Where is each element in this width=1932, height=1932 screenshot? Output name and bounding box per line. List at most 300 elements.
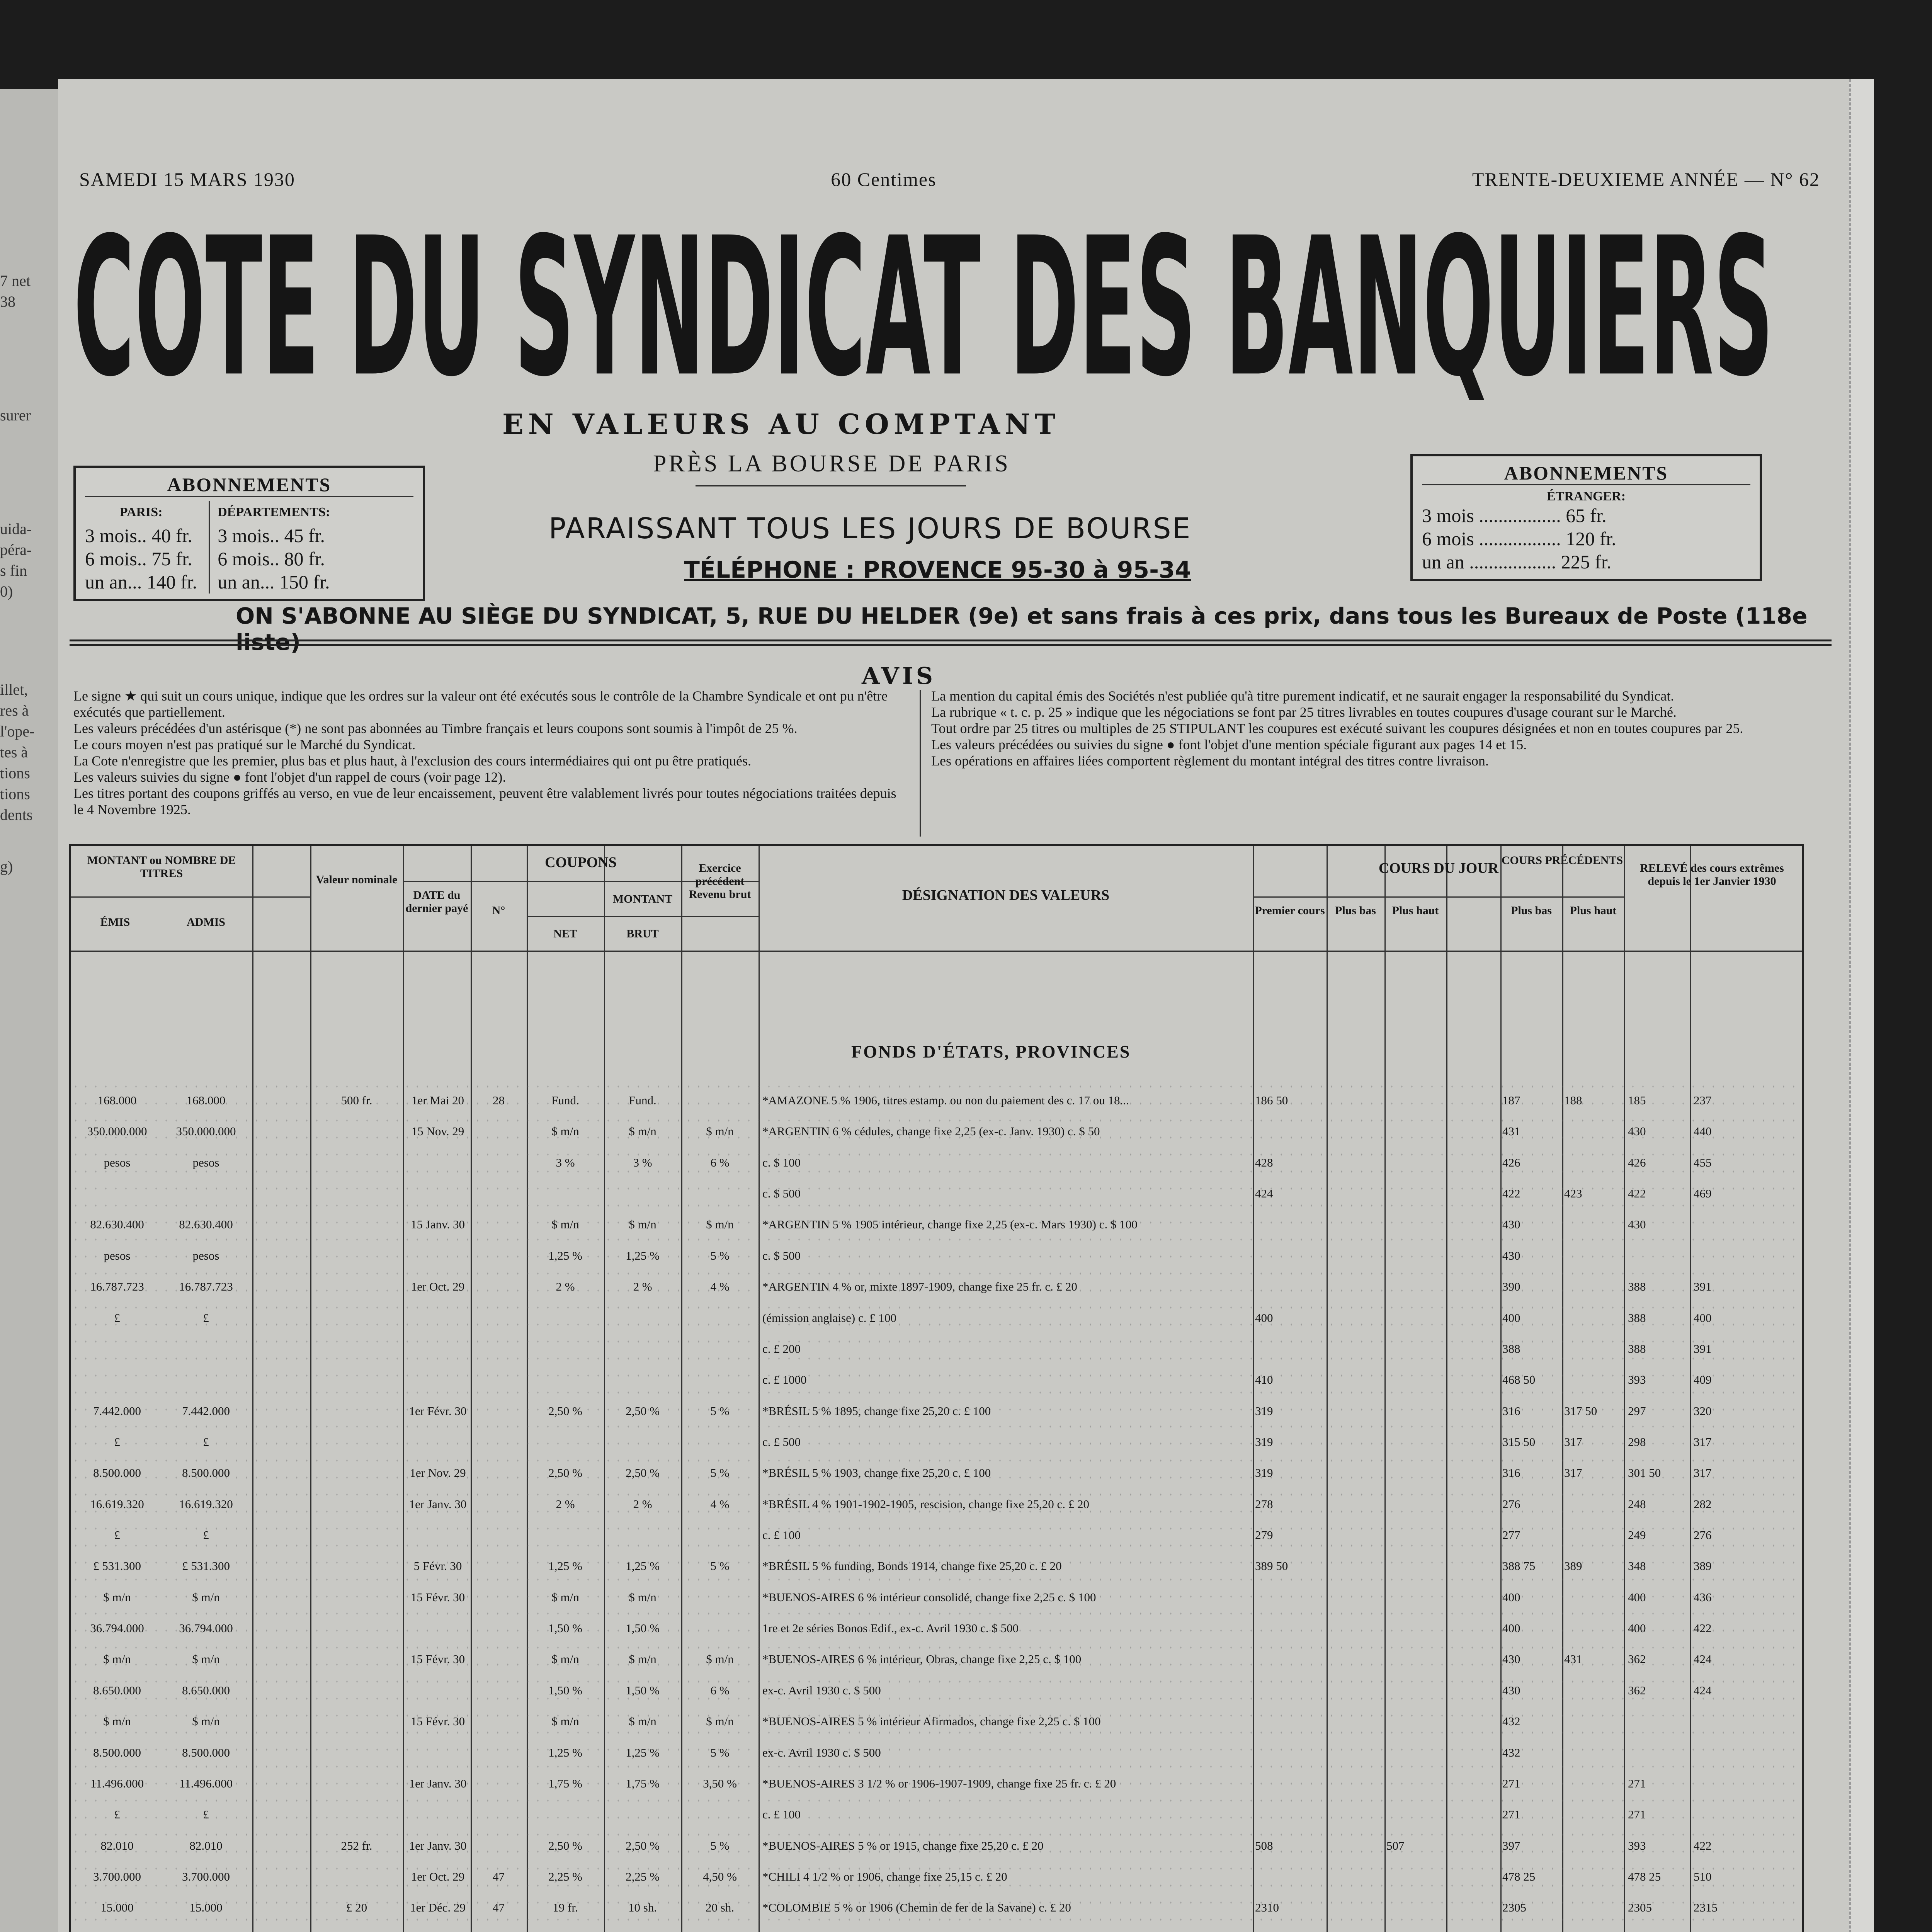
strip-line: tions xyxy=(0,785,30,803)
cell-emis: £ 531.300 xyxy=(93,1559,141,1573)
etranger-label: ÉTRANGER: xyxy=(1546,489,1626,503)
etranger-col xyxy=(1422,504,1750,573)
cell-brut: $ m/n xyxy=(629,1714,656,1728)
cell-net: $ m/n xyxy=(551,1652,579,1666)
cell-brut: 2,50 % xyxy=(626,1839,660,1852)
cell-brut: 10 sh. xyxy=(628,1901,657,1914)
title-svg xyxy=(70,199,1777,400)
cell-pr: 389 50 xyxy=(1255,1559,1288,1573)
strip-line: res à xyxy=(0,702,29,719)
strip-line: uida- xyxy=(0,520,32,537)
table-row xyxy=(71,1311,1802,1325)
cell-cb: 430 xyxy=(1502,1218,1520,1231)
cell-admis: £ xyxy=(203,1808,209,1821)
table-row xyxy=(71,1342,1802,1356)
cell-rh: 469 xyxy=(1694,1187,1712,1200)
cell-rev: 3,50 % xyxy=(703,1777,737,1790)
cell-net: 2 % xyxy=(556,1280,575,1293)
cell-des: c. $ 100 xyxy=(762,1156,801,1169)
cell-emis: $ m/n xyxy=(103,1714,131,1728)
cell-net: Fund. xyxy=(551,1094,579,1107)
cell-net: 2,50 % xyxy=(548,1466,582,1480)
hdr-exercice: Exercice précédent Revenu brut xyxy=(689,862,751,901)
cell-pr: 319 xyxy=(1255,1466,1273,1480)
table-row xyxy=(71,1094,1802,1107)
title-text: COTE DU SYNDICAT DES BANQUIERS xyxy=(73,199,1774,400)
cell-admis: 3.700.000 xyxy=(182,1870,230,1883)
cell-rh: 455 xyxy=(1694,1156,1712,1169)
cell-admis: 16.787.723 xyxy=(179,1280,233,1293)
cell-rev: 6 % xyxy=(710,1684,730,1697)
cell-cb: 277 xyxy=(1502,1528,1520,1542)
abonnements-heading: ABONNEMENTS xyxy=(85,473,413,497)
abonnements-right-box xyxy=(1410,454,1762,581)
cell-val: 252 fr. xyxy=(341,1839,372,1852)
cell-val: 500 fr. xyxy=(341,1094,372,1107)
strip-line: 7 net xyxy=(0,272,31,289)
cell-emis: $ m/n xyxy=(103,1590,131,1604)
header-rule xyxy=(71,951,1802,952)
avis-paragraph: Les valeurs précédées d'un astérisque (*) ne sont pas abonnées au Timbre français et leurs coupons sont soumis à l'impôt de 25 %. xyxy=(73,721,798,736)
header-rule xyxy=(1253,896,1624,898)
cell-brut: $ m/n xyxy=(629,1652,656,1666)
avis-paragraph: Les valeurs suivies du signe ● font l'objet d'un rappel de cours (voir page 12). xyxy=(73,769,506,785)
cell-admis: 82.010 xyxy=(189,1839,223,1852)
cell-cb: 430 xyxy=(1502,1652,1520,1666)
cell-emis: £ xyxy=(114,1808,120,1821)
hdr-premier: Premier cours xyxy=(1255,904,1325,917)
cell-brut: 1,25 % xyxy=(626,1746,660,1759)
cell-net: 2,50 % xyxy=(548,1404,582,1418)
table-row xyxy=(71,1218,1802,1231)
cell-admis: 82.630.400 xyxy=(179,1218,233,1231)
cell-rev: 5 % xyxy=(710,1559,730,1573)
cell-cb: 276 xyxy=(1502,1497,1520,1511)
cell-admis: 8.500.000 xyxy=(182,1466,230,1480)
hdr-precedents: COURS PRÉCÉDENTS xyxy=(1501,854,1623,867)
strip-line: 38 xyxy=(0,293,15,310)
cell-rh: 320 xyxy=(1694,1404,1712,1418)
cell-net: 3 % xyxy=(556,1156,575,1169)
subscribe-line: ON S'ABONNE AU SIÈGE DU SYNDICAT, 5, RUE DU HELDER (9e) et sans frais à ces prix, dans tous les Bureaux de Poste (118e liste) xyxy=(236,603,1808,655)
cell-rh: 2315 xyxy=(1694,1901,1718,1914)
avis-paragraph: Les opérations en affaires liées comportent règlement du montant intégral des titres contre livraison. xyxy=(931,753,1489,769)
strip-line: l'ope- xyxy=(0,723,35,740)
cell-emis: 3.700.000 xyxy=(93,1870,141,1883)
cell-des: *BUENOS-AIRES 6 % intérieur consolidé, change fixe 2,25 c. $ 100 xyxy=(762,1590,1096,1604)
table-row xyxy=(71,1621,1802,1635)
table-row xyxy=(71,1187,1802,1201)
cell-emis: 15.000 xyxy=(100,1901,134,1914)
cell-des: *BUENOS-AIRES 3 1/2 % or 1906-1907-1909, change fixe 25 fr. c. £ 20 xyxy=(762,1777,1116,1790)
near-bourse: PRÈS LA BOURSE DE PARIS xyxy=(653,451,1010,477)
cell-rh: 317 xyxy=(1694,1435,1712,1449)
hdr-date: DATE du dernier payé xyxy=(405,889,468,915)
cell-date: 1er Févr. 30 xyxy=(409,1404,467,1418)
cell-cb: 432 xyxy=(1502,1714,1520,1728)
cell-ch: 317 50 xyxy=(1564,1404,1597,1418)
cell-rb: 478 25 xyxy=(1628,1870,1661,1883)
cell-brut: 1,25 % xyxy=(626,1249,660,1262)
hdr-plus-haut: Plus haut xyxy=(1392,904,1439,917)
cell-date: 1er Janv. 30 xyxy=(409,1497,467,1511)
hdr-admis: ADMIS xyxy=(186,916,225,929)
table-row xyxy=(71,1901,1802,1915)
cell-emis: pesos xyxy=(104,1156,131,1169)
cell-des: (émission anglaise) c. £ 100 xyxy=(762,1311,896,1325)
cell-cb: 388 xyxy=(1502,1342,1520,1355)
table-row xyxy=(71,1777,1802,1791)
hdr-designation: DÉSIGNATION DES VALEURS xyxy=(902,887,1110,903)
avis-paragraph: La Cote n'enregistre que les premier, plus bas et plus haut, à l'exclusion des cours intermédiaires qui ont pu être pratiqués. xyxy=(73,753,752,769)
cell-ch: 317 xyxy=(1564,1435,1582,1449)
cell-rb: 271 xyxy=(1628,1777,1646,1790)
cell-date: 1er Janv. 30 xyxy=(409,1839,467,1852)
cell-emis: 8.500.000 xyxy=(93,1746,141,1759)
cell-cb: 431 xyxy=(1502,1124,1520,1138)
issue-price: 60 Centimes xyxy=(831,168,937,190)
cell-des: *BUENOS-AIRES 5 % or 1915, change fixe 25,20 c. £ 20 xyxy=(762,1839,1044,1852)
cell-des: c. £ 100 xyxy=(762,1528,801,1542)
cell-ch: 389 xyxy=(1564,1559,1582,1573)
price-line: 3 mois.. 45 fr. xyxy=(218,525,325,546)
cell-brut: 1,50 % xyxy=(626,1621,660,1635)
cell-admis: 36.794.000 xyxy=(179,1621,233,1635)
table-row xyxy=(71,1156,1802,1170)
cell-cb: 432 xyxy=(1502,1746,1520,1759)
cell-cb: 397 xyxy=(1502,1839,1520,1852)
cell-rb: 248 xyxy=(1628,1497,1646,1511)
cell-des: *ARGENTIN 4 % or, mixte 1897-1909, change fixe 25 fr. c. £ 20 xyxy=(762,1280,1077,1293)
cell-net: 2 % xyxy=(556,1497,575,1511)
cell-rb: 362 xyxy=(1628,1684,1646,1697)
price-line: 3 mois.. 40 fr. xyxy=(85,525,192,546)
strip-line: 0) xyxy=(0,583,13,600)
cell-net: $ m/n xyxy=(551,1714,579,1728)
cell-brut: 1,25 % xyxy=(626,1559,660,1573)
cell-des: *COLOMBIE 5 % or 1906 (Chemin de fer de la Savane) c. £ 20 xyxy=(762,1901,1071,1914)
cell-cb: 315 50 xyxy=(1502,1435,1536,1449)
price-line: un an... 140 fr. xyxy=(85,571,197,593)
avis-paragraph: Le cours moyen n'est pas pratiqué sur le Marché du Syndicat. xyxy=(73,737,416,752)
cell-net: 19 fr. xyxy=(553,1901,578,1914)
cell-brut: Fund. xyxy=(629,1094,656,1107)
cell-des: c. $ 500 xyxy=(762,1187,801,1200)
cell-cb: 400 xyxy=(1502,1621,1520,1635)
strip-line: illet, xyxy=(0,681,28,698)
cell-cb: 478 25 xyxy=(1502,1870,1536,1883)
dept-col xyxy=(209,501,330,594)
paris-label: PARIS: xyxy=(119,505,163,519)
cell-rev: 5 % xyxy=(710,1746,730,1759)
rule xyxy=(70,639,1832,641)
dept-label: DÉPARTEMENTS: xyxy=(218,505,330,519)
cell-rb: 2305 xyxy=(1628,1901,1652,1914)
quotes-table xyxy=(69,844,1804,1932)
cell-cb: 390 xyxy=(1502,1280,1520,1293)
hdr-prec-bas: Plus bas xyxy=(1511,904,1552,917)
table-row xyxy=(71,1528,1802,1542)
cell-brut: $ m/n xyxy=(629,1218,656,1231)
subtitle: EN VALEURS AU COMPTANT xyxy=(502,408,1060,440)
cell-rh: 317 xyxy=(1694,1466,1712,1480)
cell-brut: 2,50 % xyxy=(626,1404,660,1418)
cell-rh: 400 xyxy=(1694,1311,1712,1325)
cell-ch: 431 xyxy=(1564,1652,1582,1666)
cell-rb: 249 xyxy=(1628,1528,1646,1542)
cell-admis: £ xyxy=(203,1528,209,1542)
cell-rb: 297 xyxy=(1628,1404,1646,1418)
price-line: un an .................. 225 fr. xyxy=(1422,551,1612,573)
cell-rb: 348 xyxy=(1628,1559,1646,1573)
cell-rh: 391 xyxy=(1694,1342,1712,1355)
cell-brut: 2 % xyxy=(633,1280,652,1293)
cell-no: 28 xyxy=(493,1094,505,1107)
cell-pr: 279 xyxy=(1255,1528,1273,1542)
cell-rev: 5 % xyxy=(710,1839,730,1852)
cell-rev: 5 % xyxy=(710,1404,730,1418)
paris-col xyxy=(85,501,197,594)
cell-brut: 2,25 % xyxy=(626,1870,660,1883)
cell-cb: 271 xyxy=(1502,1808,1520,1821)
cell-des: c. £ 500 xyxy=(762,1435,801,1449)
cell-ch: 423 xyxy=(1564,1187,1582,1200)
cell-rev: 4,50 % xyxy=(703,1870,737,1883)
cell-brut: 2,50 % xyxy=(626,1466,660,1480)
cell-admis: £ xyxy=(203,1311,209,1325)
cell-rev: 5 % xyxy=(710,1466,730,1480)
cell-cb: 426 xyxy=(1502,1156,1520,1169)
cell-emis: 7.442.000 xyxy=(93,1404,141,1418)
cell-admis: 7.442.000 xyxy=(182,1404,230,1418)
strip-line: tes à xyxy=(0,743,28,761)
hdr-valeur: Valeur nominale xyxy=(316,873,398,886)
cell-pr: 400 xyxy=(1255,1311,1273,1325)
cell-admis: 8.500.000 xyxy=(182,1746,230,1759)
cell-cb: 271 xyxy=(1502,1777,1520,1790)
cell-brut: 1,50 % xyxy=(626,1684,660,1697)
cell-cb: 400 xyxy=(1502,1311,1520,1325)
cell-cb: 2305 xyxy=(1502,1901,1526,1914)
cell-date: 1er Nov. 29 xyxy=(410,1466,466,1480)
avis-paragraph: Tout ordre par 25 titres ou multiples de 25 STIPULANT les coupures est exécuté suivant les coupures désignées et non en toutes coupures par 25. xyxy=(931,721,1743,736)
cell-rb: 393 xyxy=(1628,1839,1646,1852)
cell-des: *AMAZONE 5 % 1906, titres estamp. ou non du paiement des c. 17 ou 18... xyxy=(762,1094,1129,1107)
cell-emis: £ xyxy=(114,1311,120,1325)
cell-rev: $ m/n xyxy=(706,1218,734,1231)
cell-rb: 430 xyxy=(1628,1218,1646,1231)
cell-des: ex-c. Avril 1930 c. $ 500 xyxy=(762,1684,881,1697)
cell-rev: 4 % xyxy=(710,1497,730,1511)
cell-date: 1er Oct. 29 xyxy=(411,1280,465,1293)
cell-rb: 400 xyxy=(1628,1590,1646,1604)
cell-date: 1er Déc. 29 xyxy=(410,1901,466,1914)
hdr-cours-jour: COURS DU JOUR xyxy=(1378,860,1499,876)
cell-emis: 8.650.000 xyxy=(93,1684,141,1697)
telephone-line: TÉLÉPHONE : PROVENCE 95-30 à 95-34 xyxy=(684,556,1191,583)
cell-cb: 468 50 xyxy=(1502,1373,1536,1386)
newspaper-page xyxy=(58,79,1874,1932)
cell-pr: 428 xyxy=(1255,1156,1273,1169)
avis-paragraph: Les valeurs précédées ou suivies du signe ● font l'objet d'une mention spéciale figurant aux pages 14 et 15. xyxy=(931,737,1527,752)
cell-rb: 388 xyxy=(1628,1342,1646,1355)
cell-brut: 1,75 % xyxy=(626,1777,660,1790)
cell-des: ex-c. Avril 1930 c. $ 500 xyxy=(762,1746,881,1759)
cell-rb: 400 xyxy=(1628,1621,1646,1635)
cell-emis: 36.794.000 xyxy=(90,1621,144,1635)
cell-net: 1,25 % xyxy=(548,1746,582,1759)
hdr-releve: RELEVÉ des cours extrêmes depuis le 1er Janvier 1930 xyxy=(1640,862,1784,888)
cell-emis: 82.630.400 xyxy=(90,1218,144,1231)
cell-date: 1er Janv. 30 xyxy=(409,1777,467,1790)
cell-date: 15 Févr. 30 xyxy=(410,1714,465,1728)
cell-des: c. £ 200 xyxy=(762,1342,801,1355)
cell-emis: 16.619.320 xyxy=(90,1497,144,1511)
cell-net: 1,50 % xyxy=(548,1684,582,1697)
abonnements-heading: ABONNEMENTS xyxy=(1422,462,1750,485)
cell-rev: 5 % xyxy=(710,1249,730,1262)
cell-net: 1,50 % xyxy=(548,1621,582,1635)
cell-emis: £ xyxy=(114,1435,120,1449)
cell-des: *BUENOS-AIRES 6 % intérieur, Obras, change fixe 2,25 c. $ 100 xyxy=(762,1652,1082,1666)
table-row xyxy=(71,1559,1802,1573)
masthead-top-line xyxy=(79,168,1820,190)
cell-cb: 400 xyxy=(1502,1590,1520,1604)
table-row xyxy=(71,1684,1802,1697)
cell-admis: $ m/n xyxy=(192,1652,220,1666)
cell-emis: 82.010 xyxy=(100,1839,134,1852)
table-row xyxy=(71,1373,1802,1387)
cell-ch: 188 xyxy=(1564,1094,1582,1107)
strip-line: dents xyxy=(0,806,33,823)
table-row xyxy=(71,1714,1802,1728)
issue-number: TRENTE-DEUXIEME ANNÉE — N° 62 xyxy=(1472,168,1820,190)
cell-rb: 422 xyxy=(1628,1187,1646,1200)
table-row xyxy=(71,1746,1802,1760)
hdr-plus-bas: Plus bas xyxy=(1335,904,1376,917)
cell-rh: 424 xyxy=(1694,1684,1712,1697)
table-row xyxy=(71,1124,1802,1138)
cell-cb: 388 75 xyxy=(1502,1559,1536,1573)
cell-admis: £ xyxy=(203,1435,209,1449)
cell-date: 1er Mai 20 xyxy=(411,1094,464,1107)
cell-rb: 430 xyxy=(1628,1124,1646,1138)
cell-brut: $ m/n xyxy=(629,1124,656,1138)
cell-rb: 298 xyxy=(1628,1435,1646,1449)
avis-paragraph: Le signe ★ qui suit un cours unique, indique que les ordres sur la valeur ont été exécutés sous le contrôle de la Chambre Syndicale et ont pu n'être exécutés que partiellement. xyxy=(73,688,888,720)
cell-des: *BRÉSIL 4 % 1901-1902-1905, rescision, change fixe 25,20 c. £ 20 xyxy=(762,1497,1090,1511)
cell-rb: 388 xyxy=(1628,1280,1646,1293)
cell-pr: 186 50 xyxy=(1255,1094,1288,1107)
strip-line: péra- xyxy=(0,541,32,558)
cell-date: 15 Févr. 30 xyxy=(410,1590,465,1604)
cell-emis: 11.496.000 xyxy=(90,1777,144,1790)
abonnements-cols xyxy=(85,501,413,594)
cell-des: *CHILI 4 1/2 % or 1906, change fixe 25,15 c. £ 20 xyxy=(762,1870,1007,1883)
hdr-montant: MONTANT ou NOMBRE DE TITRES xyxy=(87,854,236,880)
cell-admis: 15.000 xyxy=(189,1901,223,1914)
cell-des: *ARGENTIN 5 % 1905 intérieur, change fixe 2,25 (ex-c. Mars 1930) c. $ 100 xyxy=(762,1218,1138,1231)
cell-brut: 3 % xyxy=(633,1156,652,1169)
table-row xyxy=(71,1466,1802,1480)
cell-rh: 391 xyxy=(1694,1280,1712,1293)
cell-date: 15 Janv. 30 xyxy=(410,1218,465,1231)
header-rule xyxy=(71,896,310,898)
cell-brut: 2 % xyxy=(633,1497,652,1511)
cell-no: 47 xyxy=(493,1901,505,1914)
cell-net: $ m/n xyxy=(551,1124,579,1138)
cell-cb: 187 xyxy=(1502,1094,1520,1107)
masthead-title xyxy=(70,199,1777,400)
strip-line: s fin xyxy=(0,562,27,579)
hdr-montant-coupon: MONTANT xyxy=(612,893,673,905)
table-row xyxy=(71,1590,1802,1604)
page-edge xyxy=(1849,79,1874,1932)
cell-pr: 319 xyxy=(1255,1435,1273,1449)
cell-pr: 278 xyxy=(1255,1497,1273,1511)
price-line: un an... 150 fr. xyxy=(218,571,330,593)
cell-rb: 362 xyxy=(1628,1652,1646,1666)
cell-rev: $ m/n xyxy=(706,1714,734,1728)
cell-rh: 436 xyxy=(1694,1590,1712,1604)
cell-net: 2,25 % xyxy=(548,1870,582,1883)
cell-pr: 2310 xyxy=(1255,1901,1279,1914)
issue-date: SAMEDI 15 MARS 1930 xyxy=(79,168,295,190)
hdr-emis: ÉMIS xyxy=(100,916,130,929)
cell-net: 1,75 % xyxy=(548,1777,582,1790)
cell-admis: £ 531.300 xyxy=(182,1559,230,1573)
cell-ch: 317 xyxy=(1564,1466,1582,1480)
cell-rh: 424 xyxy=(1694,1652,1712,1666)
table-row xyxy=(71,1652,1802,1666)
cell-rh: 409 xyxy=(1694,1373,1712,1386)
avis-divider xyxy=(920,690,921,837)
cell-rh: 510 xyxy=(1694,1870,1712,1883)
table-row xyxy=(71,1404,1802,1418)
cell-date: 15 Févr. 30 xyxy=(410,1652,465,1666)
cell-rb: 426 xyxy=(1628,1156,1646,1169)
cell-cb: 316 xyxy=(1502,1404,1520,1418)
table-row xyxy=(71,1870,1802,1884)
cell-cb: 430 xyxy=(1502,1249,1520,1262)
cell-rb: 271 xyxy=(1628,1808,1646,1821)
adjacent-page xyxy=(0,89,58,1932)
cell-net: 1,25 % xyxy=(548,1559,582,1573)
cell-rb: 388 xyxy=(1628,1311,1646,1325)
cell-pr: 410 xyxy=(1255,1373,1273,1386)
cell-no: 47 xyxy=(493,1870,505,1883)
cell-brut: $ m/n xyxy=(629,1590,656,1604)
cell-emis: 8.500.000 xyxy=(93,1466,141,1480)
table-row xyxy=(71,1435,1802,1449)
avis-paragraph: La mention du capital émis des Sociétés n'est publiée qu'à titre purement indicatif, et ne saurait engager la responsabilité du Syndicat. xyxy=(931,688,1674,704)
cell-rh: 276 xyxy=(1694,1528,1712,1542)
cell-val: £ 20 xyxy=(346,1901,367,1914)
price-line: 6 mois.. 80 fr. xyxy=(218,548,325,570)
cell-admis: $ m/n xyxy=(192,1714,220,1728)
cell-rev: 20 sh. xyxy=(705,1901,735,1914)
cell-admis: 350.000.000 xyxy=(176,1124,236,1138)
cell-des: c. £ 1000 xyxy=(762,1373,807,1386)
cell-emis: 350.000.000 xyxy=(87,1124,147,1138)
cell-admis: 16.619.320 xyxy=(179,1497,233,1511)
cell-des: *ARGENTIN 6 % cédules, change fixe 2,25 (ex-c. Janv. 1930) c. $ 50 xyxy=(762,1124,1100,1138)
hdr-net: NET xyxy=(553,927,577,940)
cell-rb: 185 xyxy=(1628,1094,1646,1107)
cell-des: c. £ 100 xyxy=(762,1808,801,1821)
cell-admis: 8.650.000 xyxy=(182,1684,230,1697)
strip-line: surer xyxy=(0,406,31,424)
